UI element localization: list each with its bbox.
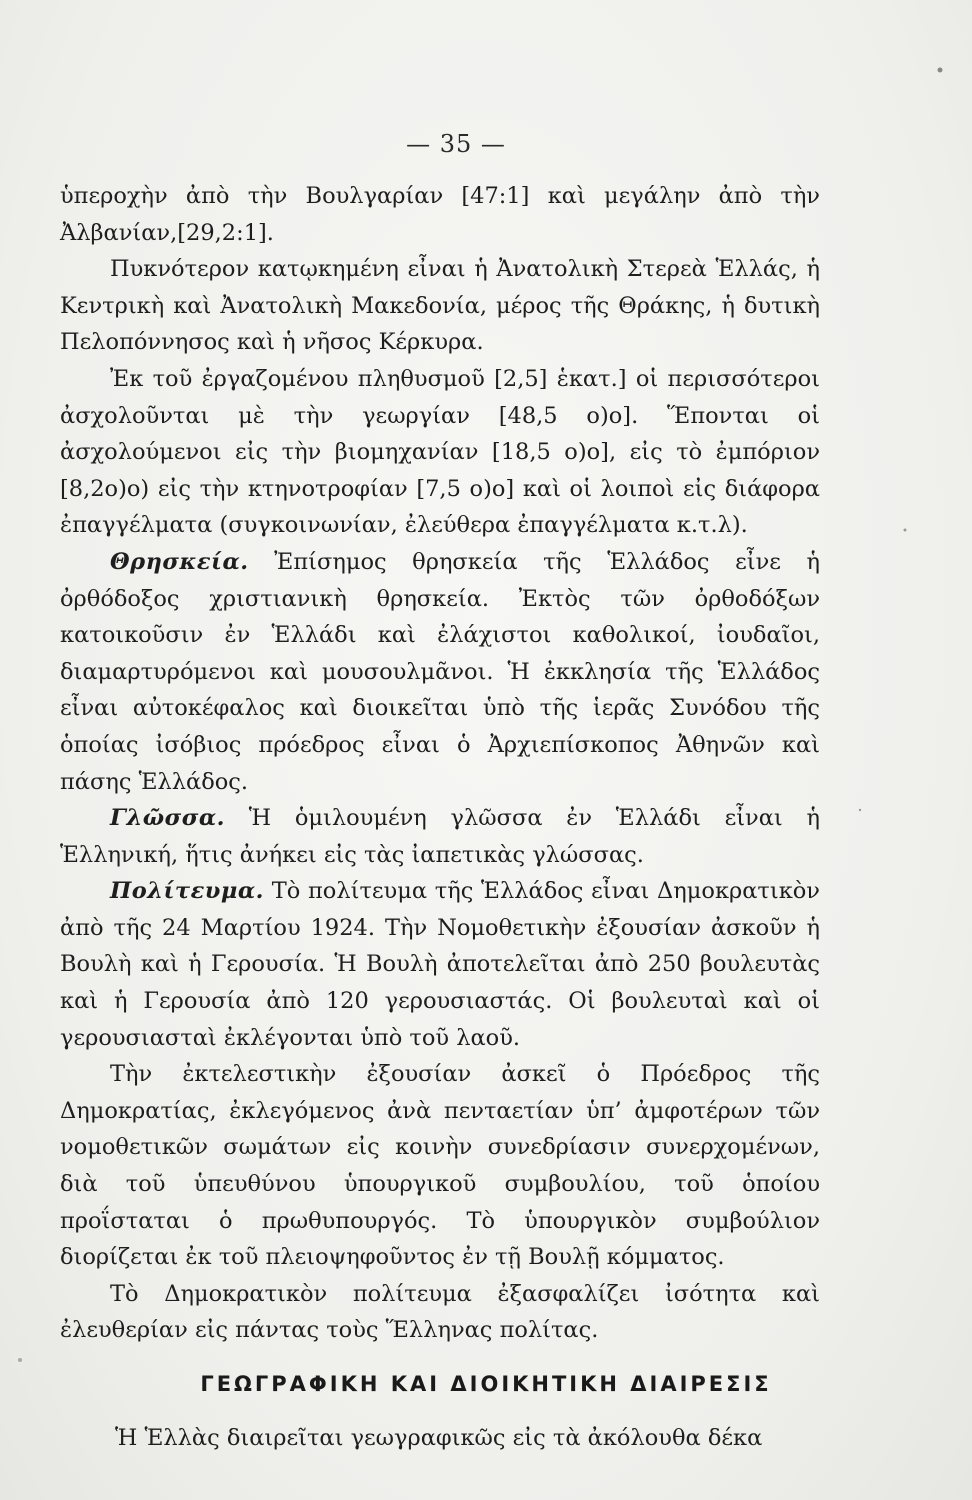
page-number: — 35 — [406, 130, 506, 158]
section-lead-religion: Θρησκεία. [110, 548, 249, 575]
paragraph-text: Ἐπίσημος θρησκεία τῆς Ἑλλάδος εἶνε ἡ ὀρθόδοξος χριστιανικὴ θρησκεία. Ἐκτὸς τῶν ὀρθοδόξων κατοικοῦσιν ἐν Ἑλλάδι καὶ ἐλάχιστοι καθολικοί, ἰουδαῖοι, διαμαρτυρόμενοι καὶ μουσουλμᾶνοι. Ἡ ἐκκλησία τῆς Ἑλλάδος εἶναι αὐτοκέφαλος καὶ διοικεῖται ὑπὸ τῆς ἱερᾶς Συνόδου τῆς ὁποίας ἰσόβιος πρόεδρος εἶναι ὁ Ἀρχιεπίσκοπος Ἀθηνῶν καὶ πάσης Ἑλλάδος. [60, 548, 820, 795]
paragraph-text: ὑπεροχὴν ἀπὸ τὴν Βουλγαρίαν [47:1] καὶ μεγάλην ἀπὸ τὴν Ἀλβανίαν,[29,2:1]. [60, 183, 820, 246]
section-lead-polity: Πολίτευμα. [110, 878, 264, 905]
paragraph-text: Πυκνότερον κατῳκημένη εἶναι ἡ Ἀνατολικὴ Στερεὰ Ἑλλάς, ἡ Κεντρικὴ καὶ Ἀνατολικὴ Μακεδονία, μέρος τῆς Θράκης, ἡ δυτικὴ Πελοπόννησος καὶ ἡ νῆσος Κέρκυρα. [60, 256, 820, 356]
section-heading: ΓΕΩΓΡΑΦΙΚΗ ΚΑΙ ΔΙΟΙΚΗΤΙΚΗ ΔΙΑΙΡΕΣΙΣ [200, 1372, 772, 1396]
paragraph-text: Τὸ πολίτευμα τῆς Ἑλλάδος εἶναι Δημοκρατικὸν ἀπὸ τῆς 24 Μαρτίου 1924. Τὴν Νομοθετικὴν ἐξουσίαν ἀσκοῦν ἡ Βουλὴ καὶ ἡ Γερουσία. Ἡ Βουλὴ ἀποτελεῖται ἀπὸ 250 βουλευτὰς καὶ ἡ Γερουσία ἀπὸ 120 γερουσιαστάς. Οἱ βουλευταὶ καὶ οἱ γερουσιασταὶ ἐκλέγονται ὑπὸ τοῦ λαοῦ. [60, 878, 820, 1051]
paragraph-text: Τὸ Δημοκρατικὸν πολίτευμα ἐξασφαλίζει ἰσότητα καὶ ἐλευθερίαν εἰς πάντας τοὺς Ἕλληνας πολίτας. [60, 1280, 820, 1344]
section-lead-language: Γλῶσσα. [110, 805, 226, 832]
paragraph-text: Τὴν ἐκτελεστικὴν ἐξουσίαν ἀσκεῖ ὁ Πρόεδρος τῆς Δημοκρατίας, ἐκλεγόμενος ἀνὰ πενταετίαν ὑπ’ ἀμφοτέρων τῶν νομοθετικῶν σωμάτων εἰς κοινὴν συνεδρίασιν συνερχομένων, διὰ τοῦ ὑπευθύνου ὑπουργικοῦ συμβουλίου, τοῦ ὁποίου προΐσταται ὁ πρωθυπουργός. Τὸ ὑπουργικὸν συμβούλιον διορίζεται ἐκ τοῦ πλειοψηφοῦντος ἐν τῇ Βουλῇ κόμματος. [60, 1061, 820, 1271]
paragraph-text: Ἐκ τοῦ ἐργαζομένου πληθυσμοῦ [2,5] ἑκατ.] οἱ περισσότεροι ἀσχολοῦνται μὲ τὴν γεωργίαν [48,5 ο)ο]. Ἕπονται οἱ ἀσχολούμενοι εἰς τὴν βιομηχανίαν [18,5 ο)ο], εἰς τὸ ἐμπόριον [8,2ο)ο) εἰς τὴν κτηνοτροφίαν [7,5 ο)ο] καὶ οἱ λοιποὶ εἰς διάφορα ἐπαγγέλματα (συγκοινωνίαν, ἐλεύθερα ἐπαγγέλματα κ.τ.λ). [60, 365, 820, 539]
section-first-line: Ἡ Ἑλλὰς διαιρεῖται γεωγραφικῶς εἰς τὰ ἀκόλουθα δέκα [115, 1425, 763, 1451]
paragraph-text: Ἡ ὁμιλουμένη γλῶσσα ἐν Ἑλλάδι εἶναι ἡ Ἑλληνική, ἥτις ἀνήκει εἰς τὰς ἰαπετικὰς γλώσσας. [60, 805, 820, 868]
